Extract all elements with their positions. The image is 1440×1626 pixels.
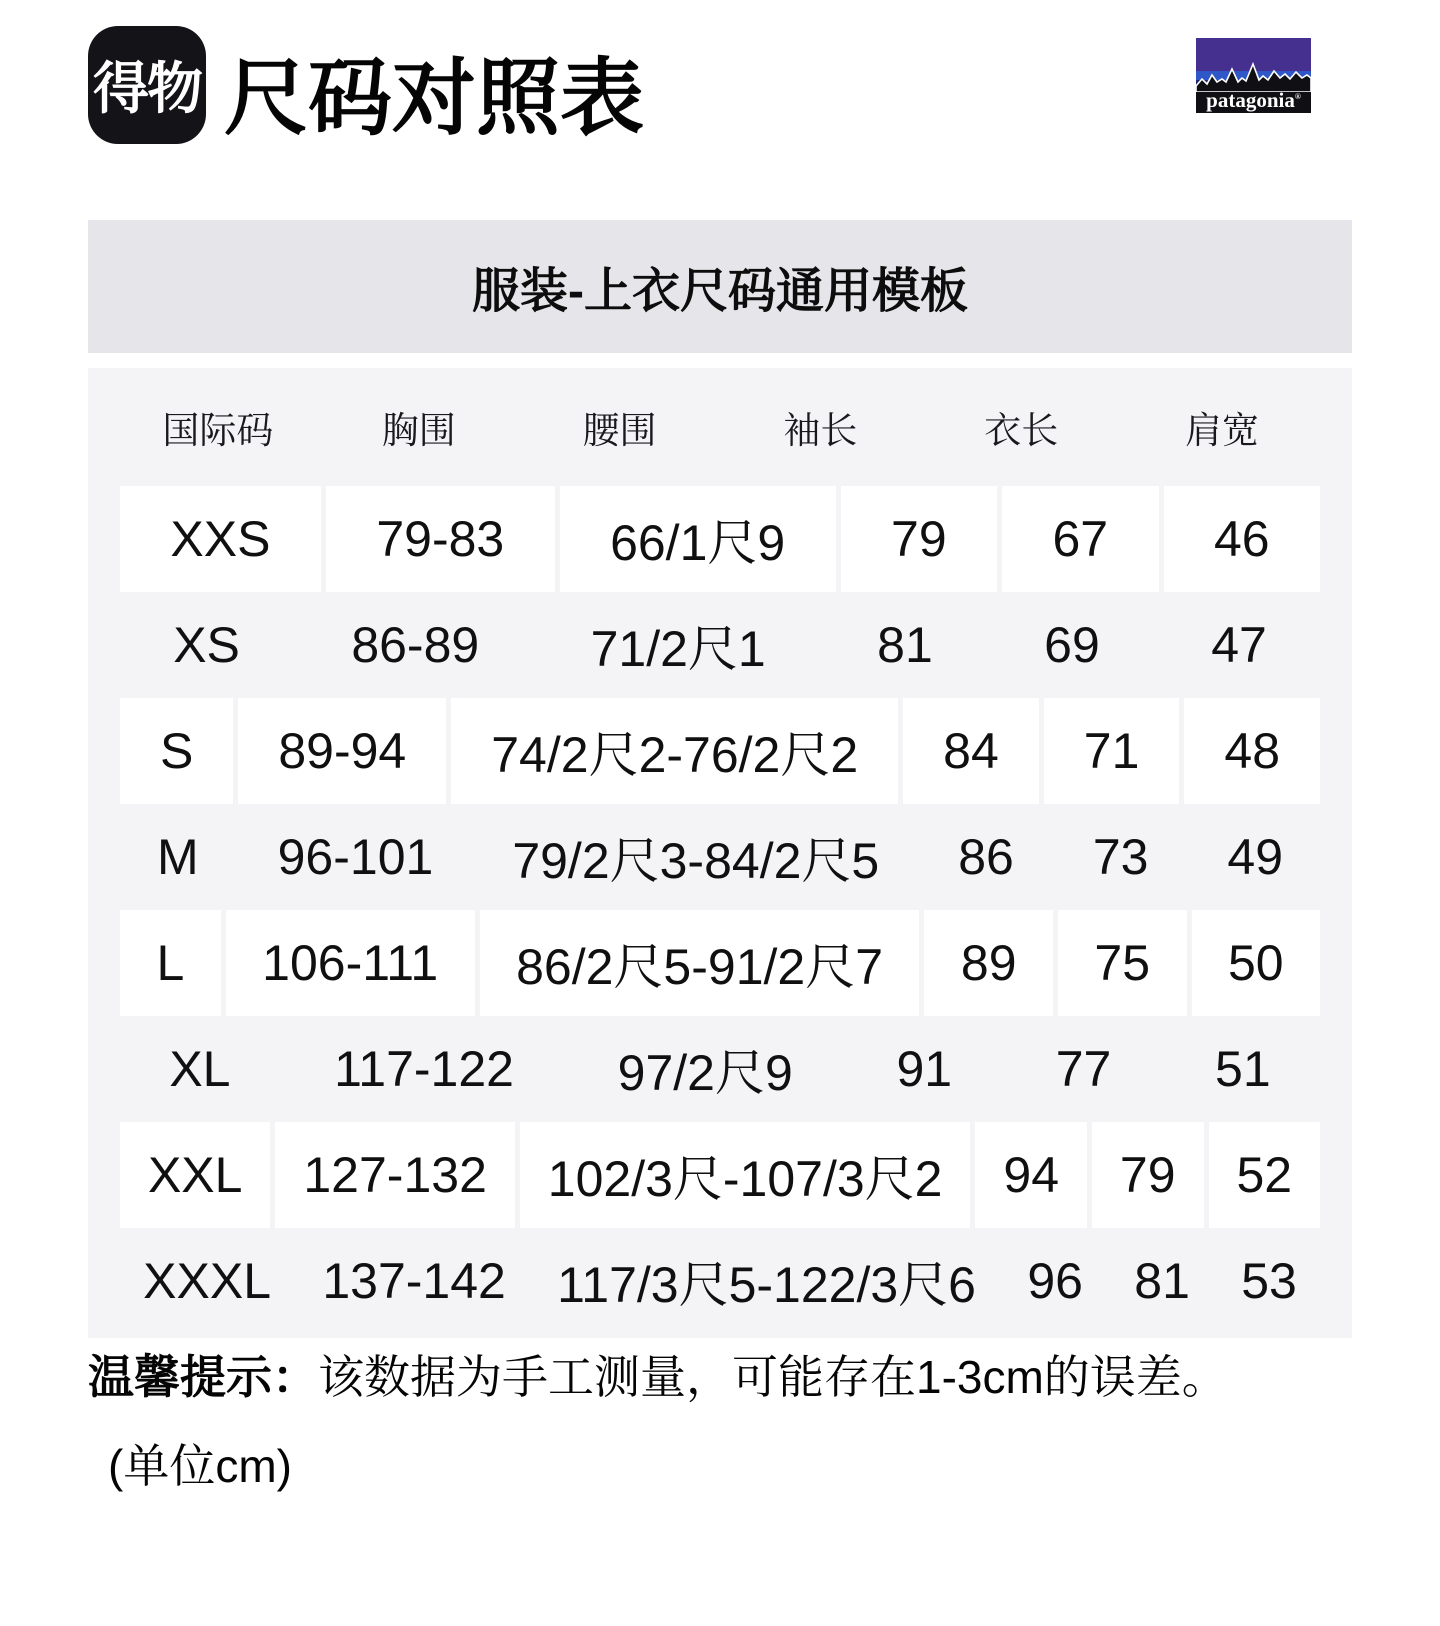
table-row-m <box>120 804 1320 910</box>
table-row-xl <box>120 1016 1320 1122</box>
table-row-xxs <box>120 486 1320 592</box>
page-title: 尺码对照表 <box>224 51 645 145</box>
cell-sleeve: 94 <box>975 1122 1087 1228</box>
cell-shoulder: 53 <box>1241 1253 1297 1309</box>
cell-size: XS <box>173 617 240 673</box>
cell-waist: 97/2尺9 <box>617 1045 793 1101</box>
unit-note: (单位cm) <box>108 1440 292 1492</box>
column-header-size: 国际码 <box>162 410 274 451</box>
cell-length: 79 <box>1092 1122 1204 1228</box>
cell-chest: 137-142 <box>322 1253 506 1309</box>
cell-size: XXXL <box>143 1253 272 1309</box>
registered-mark: ® <box>1294 92 1301 101</box>
template-banner <box>88 220 1352 353</box>
cell-waist: 71/2尺1 <box>590 621 766 677</box>
cell-shoulder: 47 <box>1211 617 1267 673</box>
cell-sleeve: 81 <box>877 617 933 673</box>
cell-waist: 66/1尺9 <box>560 486 836 592</box>
dewu-logo-icon <box>88 26 206 144</box>
cell-waist: 102/3尺-107/3尺2 <box>520 1122 971 1228</box>
cell-size: XXS <box>120 486 321 592</box>
cell-shoulder: 50 <box>1192 910 1321 1016</box>
cell-chest: 79-83 <box>326 486 555 592</box>
cell-size: S <box>120 698 233 804</box>
cell-chest: 117-122 <box>334 1041 514 1097</box>
cell-waist: 79/2尺3-84/2尺5 <box>512 833 880 889</box>
cell-length: 73 <box>1092 829 1149 885</box>
cell-size: XL <box>169 1041 231 1097</box>
column-header-shoulder: 肩宽 <box>1185 410 1260 451</box>
cell-sleeve: 86 <box>958 829 1014 885</box>
table-row-l <box>120 910 1320 1016</box>
cell-sleeve: 84 <box>903 698 1039 804</box>
notice <box>88 1350 1388 1405</box>
column-header-sleeve: 袖长 <box>783 410 858 451</box>
column-header-chest: 胸围 <box>381 410 456 451</box>
template-banner-title: 服装-上衣尺码通用模板 <box>472 265 968 318</box>
notice-text: 该数据为手工测量，可能存在1-3cm的误差。 <box>318 1351 1228 1403</box>
column-header-waist: 腰围 <box>582 410 657 451</box>
cell-size: XXL <box>120 1122 270 1228</box>
cell-sleeve: 89 <box>924 910 1053 1016</box>
table-row-xxl <box>120 1122 1320 1228</box>
cell-chest: 106-111 <box>226 910 475 1016</box>
cell-sleeve: 96 <box>1027 1253 1083 1309</box>
cell-shoulder: 49 <box>1227 829 1284 885</box>
cell-shoulder: 46 <box>1164 486 1320 592</box>
cell-shoulder: 52 <box>1209 1122 1321 1228</box>
cell-length: 71 <box>1044 698 1180 804</box>
table-header-row <box>120 368 1320 486</box>
cell-size: L <box>120 910 221 1016</box>
cell-length: 67 <box>1002 486 1158 592</box>
cell-shoulder: 51 <box>1215 1041 1271 1097</box>
cell-length: 69 <box>1044 617 1100 673</box>
size-table <box>88 368 1352 1338</box>
notice-label: 温馨提示： <box>88 1351 318 1403</box>
cell-waist: 117/3尺5-122/3尺6 <box>557 1257 976 1313</box>
patagonia-logo <box>1196 38 1311 113</box>
dewu-logo-text: 得物 <box>93 57 201 120</box>
cell-chest: 86-89 <box>351 617 480 673</box>
cell-waist: 86/2尺5-91/2尺7 <box>480 910 920 1016</box>
cell-length: 77 <box>1055 1041 1112 1097</box>
column-header-length: 衣长 <box>984 410 1059 451</box>
cell-chest: 127-132 <box>275 1122 514 1228</box>
cell-waist: 74/2尺2-76/2尺2 <box>451 698 898 804</box>
cell-sleeve: 79 <box>841 486 997 592</box>
cell-sleeve: 91 <box>896 1041 953 1097</box>
table-row-xxxl <box>120 1228 1320 1334</box>
table-row-xs <box>120 592 1320 698</box>
table-row-s <box>120 698 1320 804</box>
cell-chest: 96-101 <box>277 829 434 885</box>
cell-shoulder: 48 <box>1184 698 1320 804</box>
cell-chest: 89-94 <box>238 698 446 804</box>
cell-length: 75 <box>1058 910 1187 1016</box>
cell-length: 81 <box>1134 1253 1190 1309</box>
cell-size: M <box>156 829 199 885</box>
patagonia-wordmark: patagonia® <box>1206 88 1301 112</box>
